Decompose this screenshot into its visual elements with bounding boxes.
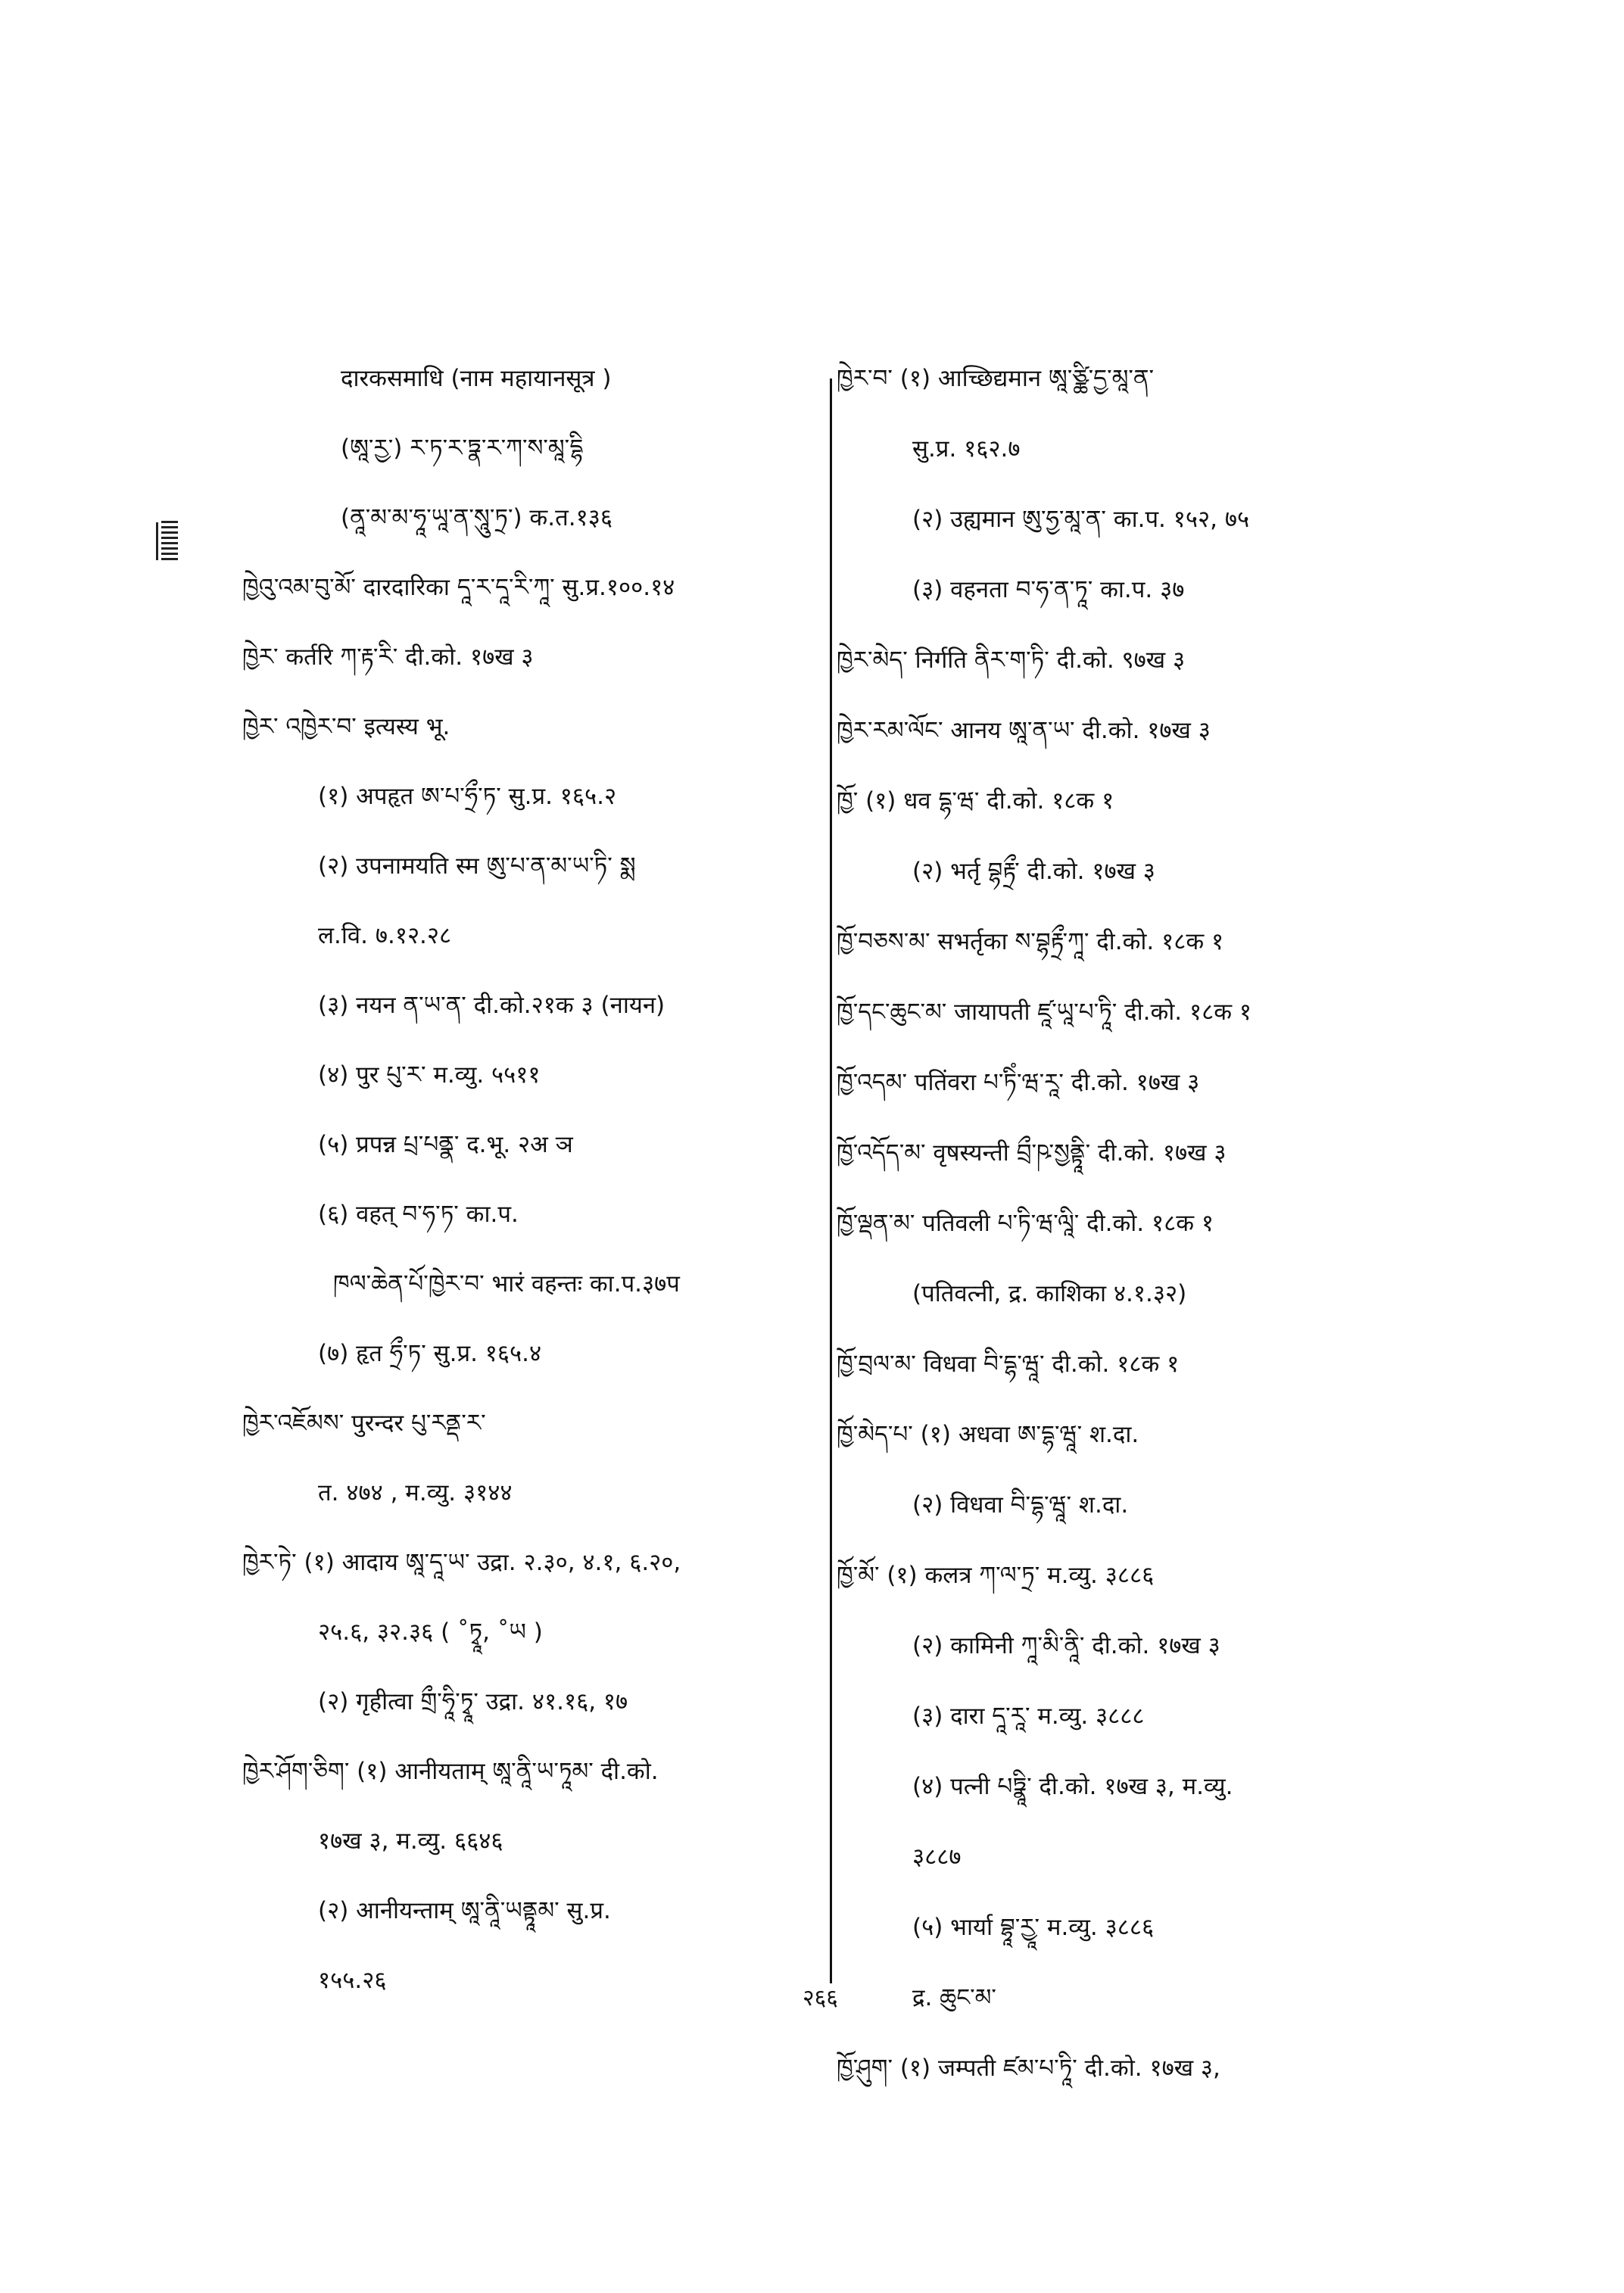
dictionary-entry-line: (२) भर्तृ བྷརྟྲྀ་ दी.को. १७ख ३ xyxy=(912,858,1155,885)
dictionary-entry-line: ཁྱོ་འདམ་ पतिंवरा པ་ཏིཾ་ཝ་རཱ་ दी.को. १७ख ३ xyxy=(837,1069,1200,1096)
dictionary-entry-line: २५.६, ३२.३६ ( ˚ཏྭཱ, ˚ཡ ) xyxy=(318,1618,543,1646)
dictionary-entry-line: ཁྱེར་ कर्तरि ཀ་རྟ་རི་ दी.को. १७ख ३ xyxy=(242,643,534,671)
dictionary-entry-line: ཁྱེར་རམ་ལོང་ आनय ཨཱ་ན་ཡ་ दी.को. १७ख ३ xyxy=(837,717,1211,744)
margin-mark xyxy=(161,521,178,562)
dictionary-entry-line: त. ४७४ , म.व्यु. ३१४४ xyxy=(318,1479,513,1506)
dictionary-entry-line: ཁྱོ་མེད་པ་ (१) अधवा ཨ་དྷ་ཝཱ་ श.दा. xyxy=(837,1421,1139,1448)
dictionary-entry-line: (२) उपनामयति स्म ཨུ་པ་ན་མ་ཡ་ཏི་ སྨ xyxy=(318,852,636,880)
dictionary-entry-line: (१) अपहृत ཨ་པ་ཧྲྀ་ཏ་ सु.प्र. १६५.२ xyxy=(318,783,617,810)
dictionary-entry-line: ཁྱེར་མེད་ निर्गति ནིར་ག་ཏི་ दी.को. ९७ख ३ xyxy=(837,646,1186,674)
dictionary-entry-line: (४) पुर པུ་ར་ म.व्यु. ५५११ xyxy=(318,1061,541,1089)
dictionary-entry-line: ཁྱོ་ (१) धव དྷ་ཝ་ दी.को. १८क १ xyxy=(837,787,1114,815)
left-column xyxy=(242,363,833,2035)
dictionary-entry-line: (३) नयन ན་ཡ་ན་ दी.को.२१क ३ (नायन) xyxy=(318,992,665,1019)
dictionary-entry-line: (७) हृत ཧྲྀ་ཏ་ सु.प्र. १६५.४ xyxy=(318,1340,542,1367)
dictionary-entry-line: ཁྱོ་ལྡན་མ་ पतिवली པ་ཏི་ཝ་ལཱི་ दी.को. १८क १ xyxy=(837,1210,1214,1237)
dictionary-entry-line: ཁྱོ་འདོད་མ་ वृषस्यन्ती བྲྀ་ཥ་སྱནྟཱི་ दी.को. १७ख ३ xyxy=(837,1139,1227,1167)
dictionary-entry-line: (२) गृहीत्वा གྲྀ་ཧཱི་ཏྭཱ་ उद्रा. ४१.१६, १७ xyxy=(318,1688,628,1715)
dictionary-entry-line: (पतिवत्नी, द्र. काशिका ४.१.३२) xyxy=(912,1280,1187,1307)
dictionary-entry-line: ཁལ་ཆེན་པོ་ཁྱེར་བ་ भारं वहन्तः का.प.३७प xyxy=(333,1270,680,1298)
dictionary-entry-line: ཁྱོ་བཅས་མ་ सभर्तृका ས་བྷརྟྲྀ་ཀཱ་ दी.को. १८क १ xyxy=(837,928,1224,955)
column-divider xyxy=(830,379,832,1983)
dictionary-entry-line: ཁྱེར་ཏེ་ (१) आदाय ཨཱ་དཱ་ཡ་ उद्रा. २.३०, ४.१, ६.२०, xyxy=(242,1549,681,1576)
dictionary-entry-line: ཁྱེར་ཤོག་ཅིག་ (१) आनीयताम् ཨཱ་ནཱི་ཡ་ཏཱམ་ दी.को. xyxy=(242,1758,659,1785)
dictionary-entry-line: ཁྱོ་དང་ཆུང་མ་ जायापती ཛཱ་ཡཱ་པ་ཏཱི་ दी.को. १८क १ xyxy=(837,999,1252,1026)
dictionary-entry-line: (३) वहनता བ་ཧ་ན་ཏཱ་ का.प. ३७ xyxy=(912,576,1185,603)
dictionary-entry-line: ཁྱོ་བྲལ་མ་ विधवा བི་དྷ་ཝཱ་ दी.को. १८क १ xyxy=(837,1351,1180,1378)
dictionary-entry-line: ཁྱེའུ་འམ་བུ་མོ་ दारदारिका དཱ་ར་དཱ་རི་ཀཱ་ सु.प्र.१००.१४ xyxy=(242,574,675,601)
dictionary-entry-line: (५) प्रपन्न པྲ་པནྣ་ द.भू. २अ ञ xyxy=(318,1131,573,1158)
dictionary-entry-line: १५५.२६ xyxy=(318,1967,387,1994)
dictionary-entry-line: (ནཱ་མ་མ་ཧཱ་ཡཱ་ན་སཱུ་ཏྲ་) क.त.१३६ xyxy=(341,504,613,531)
dictionary-entry-line: ३८८७ xyxy=(912,1843,962,1871)
dictionary-entry-line: (४) पत्नी པཏྣཱི་ दी.को. १७ख ३, म.व्यु. xyxy=(912,1773,1233,1800)
dictionary-entry-line: द्र. ཆུང་མ་ xyxy=(912,1984,996,2011)
dictionary-entry-line: (२) उह्यमान ཨུ་ཧྱ་མཱ་ན་ का.प. १५२, ७५ xyxy=(912,506,1250,533)
dictionary-entry-line: (ཨཱ་ཪྱ་) ཪ་ཏ་ར་ཏྣ་ར་ཀ་ས་མཱ་དྷི xyxy=(341,435,584,462)
dictionary-entry-line: ཁྱེར་ འཁྱེར་བ་ इत्यस्य भू. xyxy=(242,713,450,740)
page-number: २६६ xyxy=(803,1985,838,2011)
dictionary-entry-line: (६) वहत् བ་ཧ་ཏ་ का.प. xyxy=(318,1201,519,1228)
dictionary-entry-line: ཁྱོ་ཤུག་ (१) जम्पती ཛམ་པ་ཏཱི་ दी.को. १७ख ३, xyxy=(837,2055,1220,2082)
dictionary-entry-line: सु.प्र. १६२.७ xyxy=(912,435,1021,463)
dictionary-entry-line: ल.वि. ७.१२.२८ xyxy=(318,922,452,949)
dictionary-entry-line: ཁྱོ་མོ་ (१) कलत्र ཀ་ལ་ཏྲ་ म.व्यु. ३८८६ xyxy=(837,1562,1155,1589)
dictionary-entry-line: १७ख ३, म.व्यु. ६६४६ xyxy=(318,1827,503,1855)
dictionary-entry-line: (२) विधवा བི་དྷ་ཝཱ་ श.दा. xyxy=(912,1491,1129,1519)
dictionary-entry-line: (५) भार्या བྷཱ་རྱཱ་ म.व्यु. ३८८६ xyxy=(912,1914,1155,1941)
right-column xyxy=(837,363,1488,2123)
dictionary-entry-line: ཁྱེར་འཇོམས་ पुरन्दर པུ་རནྡ་ར་ xyxy=(242,1410,486,1437)
dictionary-entry-line: (३) दारा དཱ་རཱ་ म.व्यु. ३८८८ xyxy=(912,1703,1145,1730)
dictionary-entry-line: ཁྱེར་བ་ (१) आच्छिद्यमान ཨཱ་ཙྪི་དྱ་མཱ་ན་ xyxy=(837,365,1155,392)
dictionary-entry-line: (२) कामिनी ཀཱ་མི་ནཱི་ दी.को. १७ख ३ xyxy=(912,1632,1220,1659)
dictionary-entry-line: दारकसमाधि (नाम महायानसूत्र ) xyxy=(341,365,612,392)
dictionary-entry-line: (२) आनीयन्ताम् ཨཱ་ནཱི་ཡནྟཱམ་ सु.प्र. xyxy=(318,1897,611,1924)
